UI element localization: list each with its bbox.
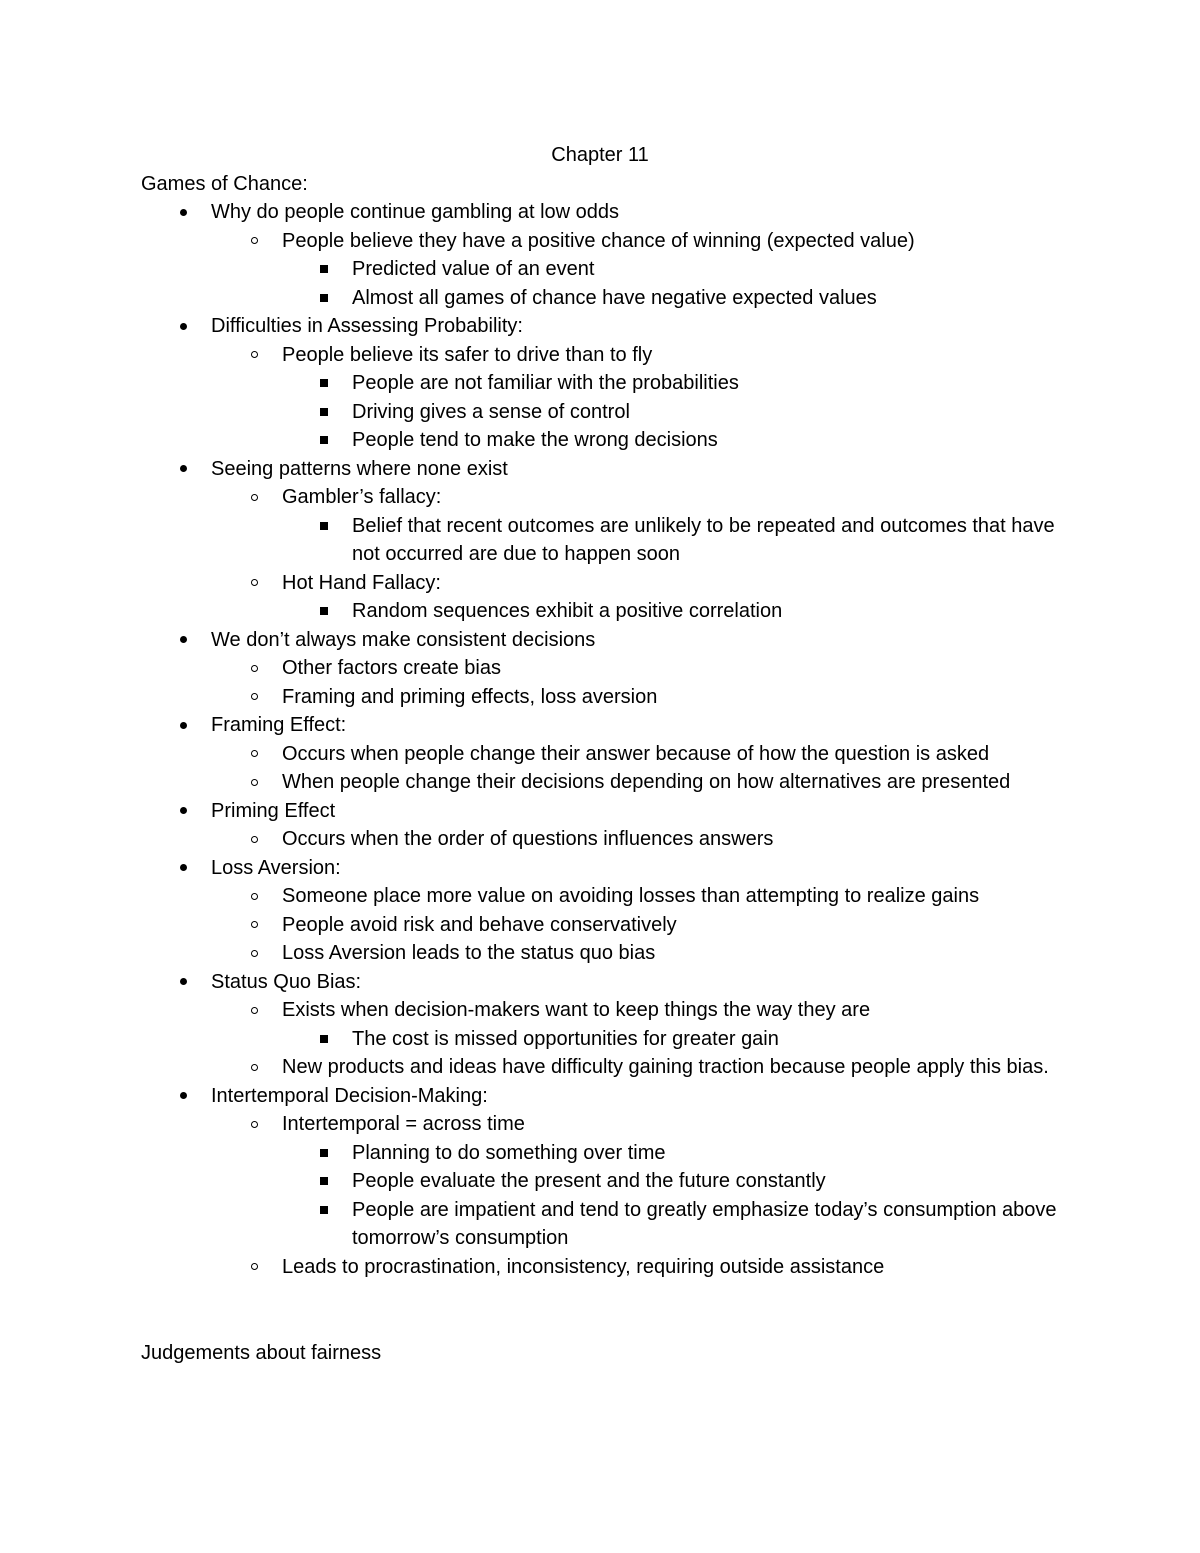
list-item (0, 683, 1200, 712)
list-item-text: Occurs when the order of questions influences answers (282, 828, 774, 850)
list-item-text: Hot Hand Fallacy: (282, 571, 441, 594)
list-item (0, 1167, 1200, 1196)
hollow-circle-bullet-icon (247, 569, 261, 598)
filled-square-bullet-icon (317, 597, 331, 626)
list-item-text: Gambler’s fallacy: (282, 486, 442, 508)
filled-square-bullet-icon (317, 512, 331, 541)
list-item-text: Intertemporal Decision-Making: (211, 1084, 488, 1107)
list-item-text: Occurs when people change their answer because of how the question is asked (282, 742, 990, 765)
list-item (0, 1139, 1200, 1168)
list-item-text: Predicted value of an event (352, 258, 595, 280)
list-item (0, 255, 1200, 284)
list-item-text: Priming Effect (211, 799, 336, 822)
list-item (0, 968, 1200, 997)
hollow-circle-bullet-icon (247, 1110, 261, 1139)
list-item-text: People avoid risk and behave conservatively (282, 913, 677, 936)
hollow-circle-bullet-icon (247, 683, 261, 712)
list-item (0, 1082, 1200, 1111)
bullet-outline (0, 198, 1200, 1281)
list-item (0, 911, 1200, 940)
hollow-circle-bullet-icon (247, 740, 261, 769)
list-item-text: People evaluate the present and the future constantly (352, 1170, 826, 1192)
list-item (0, 426, 1200, 455)
page-title: Chapter 11 (551, 144, 649, 166)
list-item-text: People believe its safer to drive than to fly (282, 343, 653, 366)
list-item (0, 1253, 1200, 1282)
list-item-text: People are not familiar with the probabilities (352, 372, 739, 394)
hollow-circle-bullet-icon (247, 1053, 261, 1082)
list-item (0, 512, 1200, 569)
list-item (0, 939, 1200, 968)
list-item (0, 797, 1200, 826)
list-item-text: Random sequences exhibit a positive correlation (352, 600, 783, 622)
filled-circle-bullet-icon (176, 968, 190, 997)
hollow-circle-bullet-icon (247, 227, 261, 256)
filled-circle-bullet-icon (176, 1082, 190, 1111)
list-item (0, 569, 1200, 598)
filled-circle-bullet-icon (176, 198, 190, 227)
hollow-circle-bullet-icon (247, 825, 261, 854)
closing-heading: Judgements about fairness (141, 1342, 382, 1364)
filled-square-bullet-icon (317, 369, 331, 398)
list-item-text: Loss Aversion leads to the status quo bias (282, 942, 656, 964)
hollow-circle-bullet-icon (247, 341, 261, 370)
list-item (0, 654, 1200, 683)
list-item-text: The cost is missed opportunities for greater gain (352, 1027, 779, 1050)
list-item-text: Someone place more value on avoiding losses than attempting to realize gains (282, 885, 980, 907)
hollow-circle-bullet-icon (247, 882, 261, 911)
list-item-text: Other factors create bias (282, 657, 501, 679)
list-item (0, 768, 1200, 797)
list-item-text: Seeing patterns where none exist (211, 457, 508, 480)
list-item (0, 1025, 1200, 1054)
list-item-text: People tend to make the wrong decisions (352, 429, 718, 451)
list-item (0, 455, 1200, 484)
list-item (0, 1053, 1200, 1082)
list-item (0, 854, 1200, 883)
list-item (0, 198, 1200, 227)
hollow-circle-bullet-icon (247, 1253, 261, 1282)
filled-circle-bullet-icon (176, 711, 190, 740)
list-item (0, 227, 1200, 256)
section-heading: Games of Chance: (141, 173, 308, 195)
hollow-circle-bullet-icon (247, 939, 261, 968)
list-item (0, 1196, 1200, 1253)
list-item-text: Exists when decision-makers want to keep things the way they are (282, 999, 871, 1021)
list-item-text: Framing Effect: (211, 714, 347, 736)
list-item (0, 882, 1200, 911)
list-item (0, 825, 1200, 854)
filled-square-bullet-icon (317, 1139, 331, 1168)
filled-square-bullet-icon (317, 1025, 331, 1054)
list-item-text: Planning to do something over time (352, 1141, 666, 1164)
list-item (0, 626, 1200, 655)
list-item-text: Intertemporal = across time (282, 1113, 525, 1135)
filled-square-bullet-icon (317, 426, 331, 455)
list-item-text: Framing and priming effects, loss aversion (282, 685, 658, 708)
filled-square-bullet-icon (317, 1196, 331, 1225)
list-item-text: People believe they have a positive chance of winning (expected value) (282, 229, 915, 252)
list-item (0, 341, 1200, 370)
list-item-text: We don’t always make consistent decisions (211, 628, 596, 651)
list-item (0, 369, 1200, 398)
list-item-text: Belief that recent outcomes are unlikely to be repeated and outcomes that have not occurred are due to happen soon (352, 514, 1055, 565)
filled-square-bullet-icon (317, 398, 331, 427)
list-item-text: Loss Aversion: (211, 856, 341, 879)
hollow-circle-bullet-icon (247, 911, 261, 940)
list-item (0, 711, 1200, 740)
hollow-circle-bullet-icon (247, 654, 261, 683)
filled-circle-bullet-icon (176, 626, 190, 655)
list-item-text: Driving gives a sense of control (352, 400, 630, 423)
list-item-text: Almost all games of chance have negative expected values (352, 286, 877, 309)
list-item (0, 1110, 1200, 1139)
hollow-circle-bullet-icon (247, 768, 261, 797)
filled-circle-bullet-icon (176, 797, 190, 826)
filled-circle-bullet-icon (176, 455, 190, 484)
list-item (0, 996, 1200, 1025)
list-item (0, 597, 1200, 626)
list-item-text: Status Quo Bias: (211, 970, 362, 993)
hollow-circle-bullet-icon (247, 483, 261, 512)
list-item-text: Difficulties in Assessing Probability: (211, 315, 523, 337)
hollow-circle-bullet-icon (247, 996, 261, 1025)
list-item-text: People are impatient and tend to greatly emphasize today’s consumption above tomorrow’s consumption (352, 1198, 1057, 1249)
list-item-text: When people change their decisions depending on how alternatives are presented (282, 771, 1011, 793)
list-item (0, 740, 1200, 769)
list-item (0, 284, 1200, 313)
filled-square-bullet-icon (317, 284, 331, 313)
list-item (0, 398, 1200, 427)
filled-circle-bullet-icon (176, 854, 190, 883)
filled-circle-bullet-icon (176, 312, 190, 341)
filled-square-bullet-icon (317, 1167, 331, 1196)
list-item (0, 312, 1200, 341)
filled-square-bullet-icon (317, 255, 331, 284)
list-item-text: New products and ideas have difficulty gaining traction because people apply this bias. (282, 1056, 1049, 1078)
list-item-text: Why do people continue gambling at low odds (211, 201, 620, 223)
list-item (0, 483, 1200, 512)
list-item-text: Leads to procrastination, inconsistency, requiring outside assistance (282, 1255, 885, 1278)
